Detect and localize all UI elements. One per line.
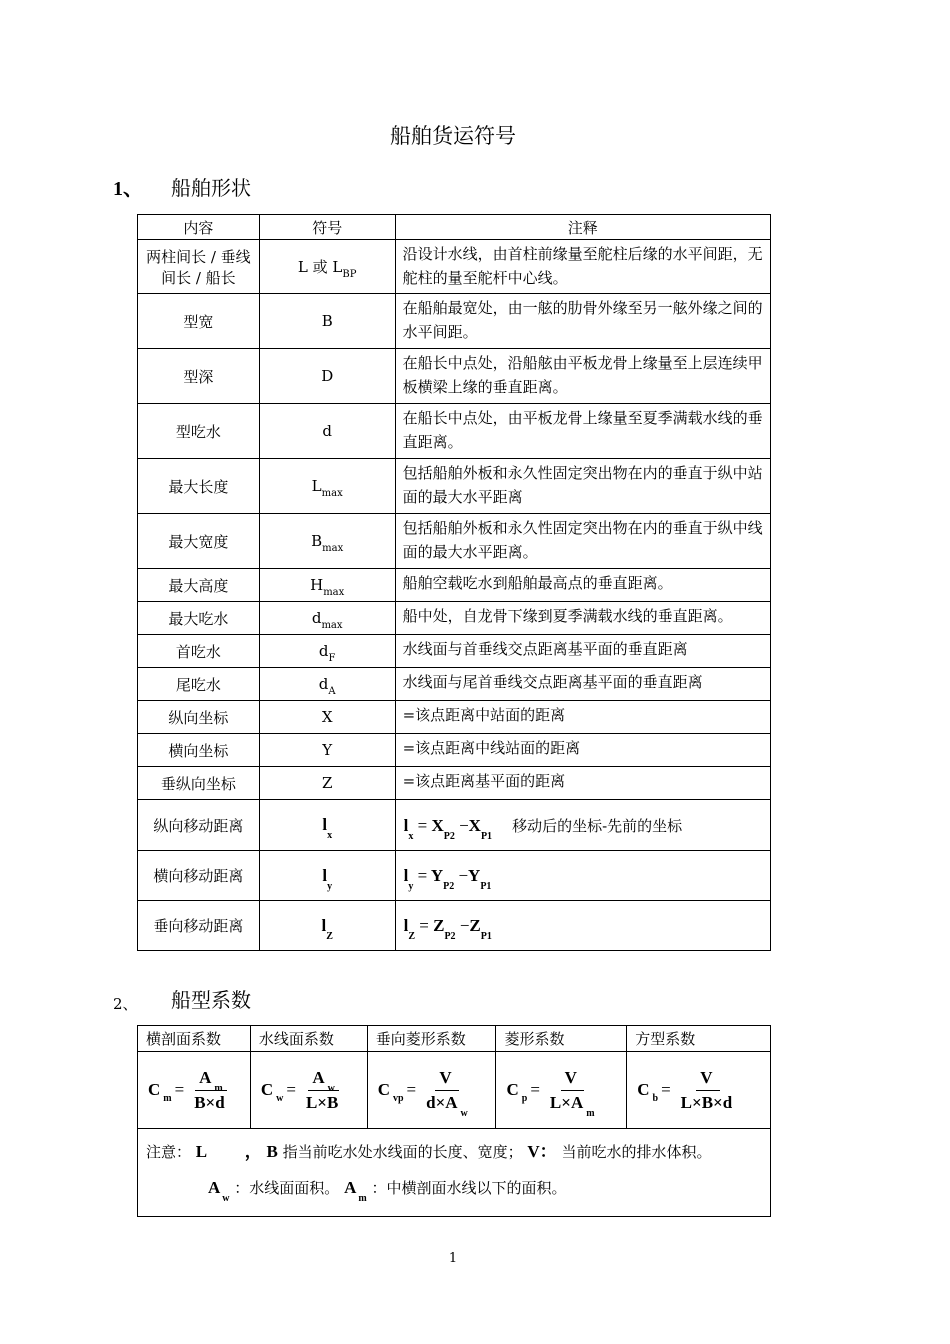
coefficient-formula: C $_w$ = $\frac{A_w}{L\times B}$ <box>250 1052 367 1129</box>
formula-cell: $l_y = Y_{P2} -Y_{P1}$ <box>395 851 770 901</box>
coefficient-table <box>137 1025 771 1217</box>
note-cell: 船舶空载吃水到船舶最高点的垂直距离。 <box>395 569 770 602</box>
note-cell: 在船舶最宽处，由一舷的肋骨外缘至另一舷外缘之间的水平间距。 <box>395 294 770 349</box>
content-cell: 型吃水 <box>138 404 260 459</box>
formula-caption: 移动后的坐标-先前的坐标 <box>512 816 683 835</box>
section-2-heading <box>113 984 251 1013</box>
column-header: 横剖面系数 <box>138 1026 251 1052</box>
formula-row <box>138 1052 771 1129</box>
section-1-heading <box>113 172 251 201</box>
symbol-cell: $l_Z$ <box>259 901 395 951</box>
table-row <box>138 514 771 569</box>
note-text: ：中横剖面水线以下的面积。 <box>371 1179 567 1197</box>
note-row <box>138 1129 771 1217</box>
note-cell: 在船长中点处，由平板龙骨上缘量至夏季满载水线的垂直距离。 <box>395 404 770 459</box>
note-cell: 包括船舶外板和永久性固定突出物在内的垂直于纵中站面的最大水平距离 <box>395 459 770 514</box>
table-row <box>138 404 771 459</box>
ship-shape-table <box>137 214 771 951</box>
note-cell: =该点距离中线站面的距离 <box>395 734 770 767</box>
column-header: 菱形系数 <box>496 1026 627 1052</box>
section-title: 船型系数 <box>171 988 251 1012</box>
formula-cell: $l_x = X_{P2} -X_{P1}$移动后的坐标-先前的坐标 <box>395 800 770 851</box>
symbol-v: V： <box>527 1142 557 1161</box>
symbol-cell: B <box>259 294 395 349</box>
symbol-cell: X <box>259 701 395 734</box>
content-cell: 最大高度 <box>138 569 260 602</box>
coefficient-formula: C $_{vp}$ = $\frac{V}{d\times A_w}$ <box>367 1052 496 1129</box>
column-header: 符号 <box>259 215 395 240</box>
symbol-cell: $d_{max}$ <box>259 602 395 635</box>
column-header: 方型系数 <box>627 1026 771 1052</box>
content-cell: 纵向坐标 <box>138 701 260 734</box>
column-header: 垂向菱形系数 <box>367 1026 496 1052</box>
formula-cell: $l_Z = Z_{P2} -Z_{P1}$ <box>395 901 770 951</box>
section-number: 2、 <box>113 995 138 1013</box>
coefficient-formula: C $_b$ = $\frac{V}{L\times B\times d}$ <box>627 1052 771 1129</box>
table-row <box>138 602 771 635</box>
note-line-1 <box>146 1139 762 1165</box>
page-number: 1 <box>448 1251 458 1266</box>
symbol-cell: D <box>259 349 395 404</box>
table-row <box>138 635 771 668</box>
note-cell: 在船长中点处，沿船舷由平板龙骨上缘量至上层连续甲板横梁上缘的垂直距离。 <box>395 349 770 404</box>
column-header: 注释 <box>395 215 770 240</box>
table-row <box>138 734 771 767</box>
table-row <box>138 240 771 294</box>
content-cell: 两柱间长 / 垂线间长 / 船长 <box>138 240 260 294</box>
section-title: 船舶形状 <box>171 176 251 200</box>
table-row <box>138 767 771 800</box>
note-cell: 水线面与尾首垂线交点距离基平面的垂直距离 <box>395 668 770 701</box>
content-cell: 尾吃水 <box>138 668 260 701</box>
symbol-aw: $A_w$ <box>208 1178 230 1204</box>
table-row <box>138 668 771 701</box>
content-cell: 横向坐标 <box>138 734 260 767</box>
coefficient-formula: C $_m$ = $\frac{A_m}{B\times d}$ <box>138 1052 251 1129</box>
table-row <box>138 800 771 851</box>
symbol-cell: $l_y$ <box>259 851 395 901</box>
table-row <box>138 901 771 951</box>
page-title: 船舶货运符号 <box>390 124 516 148</box>
content-cell: 型宽 <box>138 294 260 349</box>
symbol-cell: d <box>259 404 395 459</box>
symbol-cell: $l_x$ <box>259 800 395 851</box>
note-line-2 <box>146 1175 762 1204</box>
note-text: 当前吃水的排水体积。 <box>561 1143 712 1161</box>
table-row <box>138 851 771 901</box>
symbol-cell: $H_{max}$ <box>259 569 395 602</box>
note-prefix: 注意： <box>146 1143 192 1161</box>
note-cell <box>138 1129 771 1217</box>
symbol-l: L <box>195 1142 208 1161</box>
note-cell: 包括船舶外板和永久性固定突出物在内的垂直于纵中线面的最大水平距离。 <box>395 514 770 569</box>
comma: ， <box>244 1142 262 1161</box>
note-cell: 水线面与首垂线交点距离基平面的垂直距离 <box>395 635 770 668</box>
symbol-cell: $d_A$ <box>259 668 395 701</box>
content-cell: 型深 <box>138 349 260 404</box>
symbol-cell: $B_{max}$ <box>259 514 395 569</box>
content-cell: 最大吃水 <box>138 602 260 635</box>
column-header: 内容 <box>138 215 260 240</box>
table-row <box>138 459 771 514</box>
table-header-row <box>138 1026 771 1052</box>
content-cell: 垂向移动距离 <box>138 901 260 951</box>
content-cell: 垂纵向坐标 <box>138 767 260 800</box>
content-cell: 最大宽度 <box>138 514 260 569</box>
note-cell: 船中处，自龙骨下缘到夏季满载水线的垂直距离。 <box>395 602 770 635</box>
table-row <box>138 569 771 602</box>
symbol-b: B <box>266 1142 278 1161</box>
table-row <box>138 701 771 734</box>
column-header: 水线面系数 <box>250 1026 367 1052</box>
section-number: 1、 <box>113 178 143 200</box>
content-cell: 纵向移动距离 <box>138 800 260 851</box>
table-header-row <box>138 215 771 240</box>
note-cell: =该点距离中站面的距离 <box>395 701 770 734</box>
content-cell: 横向移动距离 <box>138 851 260 901</box>
note-text: 指当前吃水处水线面的长度、宽度； <box>282 1143 523 1161</box>
symbol-cell: L 或 $L_{BP}$ <box>259 240 395 294</box>
content-cell: 首吃水 <box>138 635 260 668</box>
coefficient-formula: C $_p$ = $\frac{V}{L\times A_m}$ <box>496 1052 627 1129</box>
note-cell: 沿设计水线，由首柱前缘量至舵柱后缘的水平间距，无舵柱的量至舵杆中心线。 <box>395 240 770 294</box>
symbol-cell: $L_{max}$ <box>259 459 395 514</box>
symbol-cell: Y <box>259 734 395 767</box>
table-row <box>138 349 771 404</box>
symbol-cell: Z <box>259 767 395 800</box>
symbol-am: $A_m$ <box>344 1178 367 1204</box>
table-row <box>138 294 771 349</box>
content-cell: 最大长度 <box>138 459 260 514</box>
note-text: ：水线面面积。 <box>234 1179 340 1197</box>
symbol-cell: $d_F$ <box>259 635 395 668</box>
note-cell: =该点距离基平面的距离 <box>395 767 770 800</box>
